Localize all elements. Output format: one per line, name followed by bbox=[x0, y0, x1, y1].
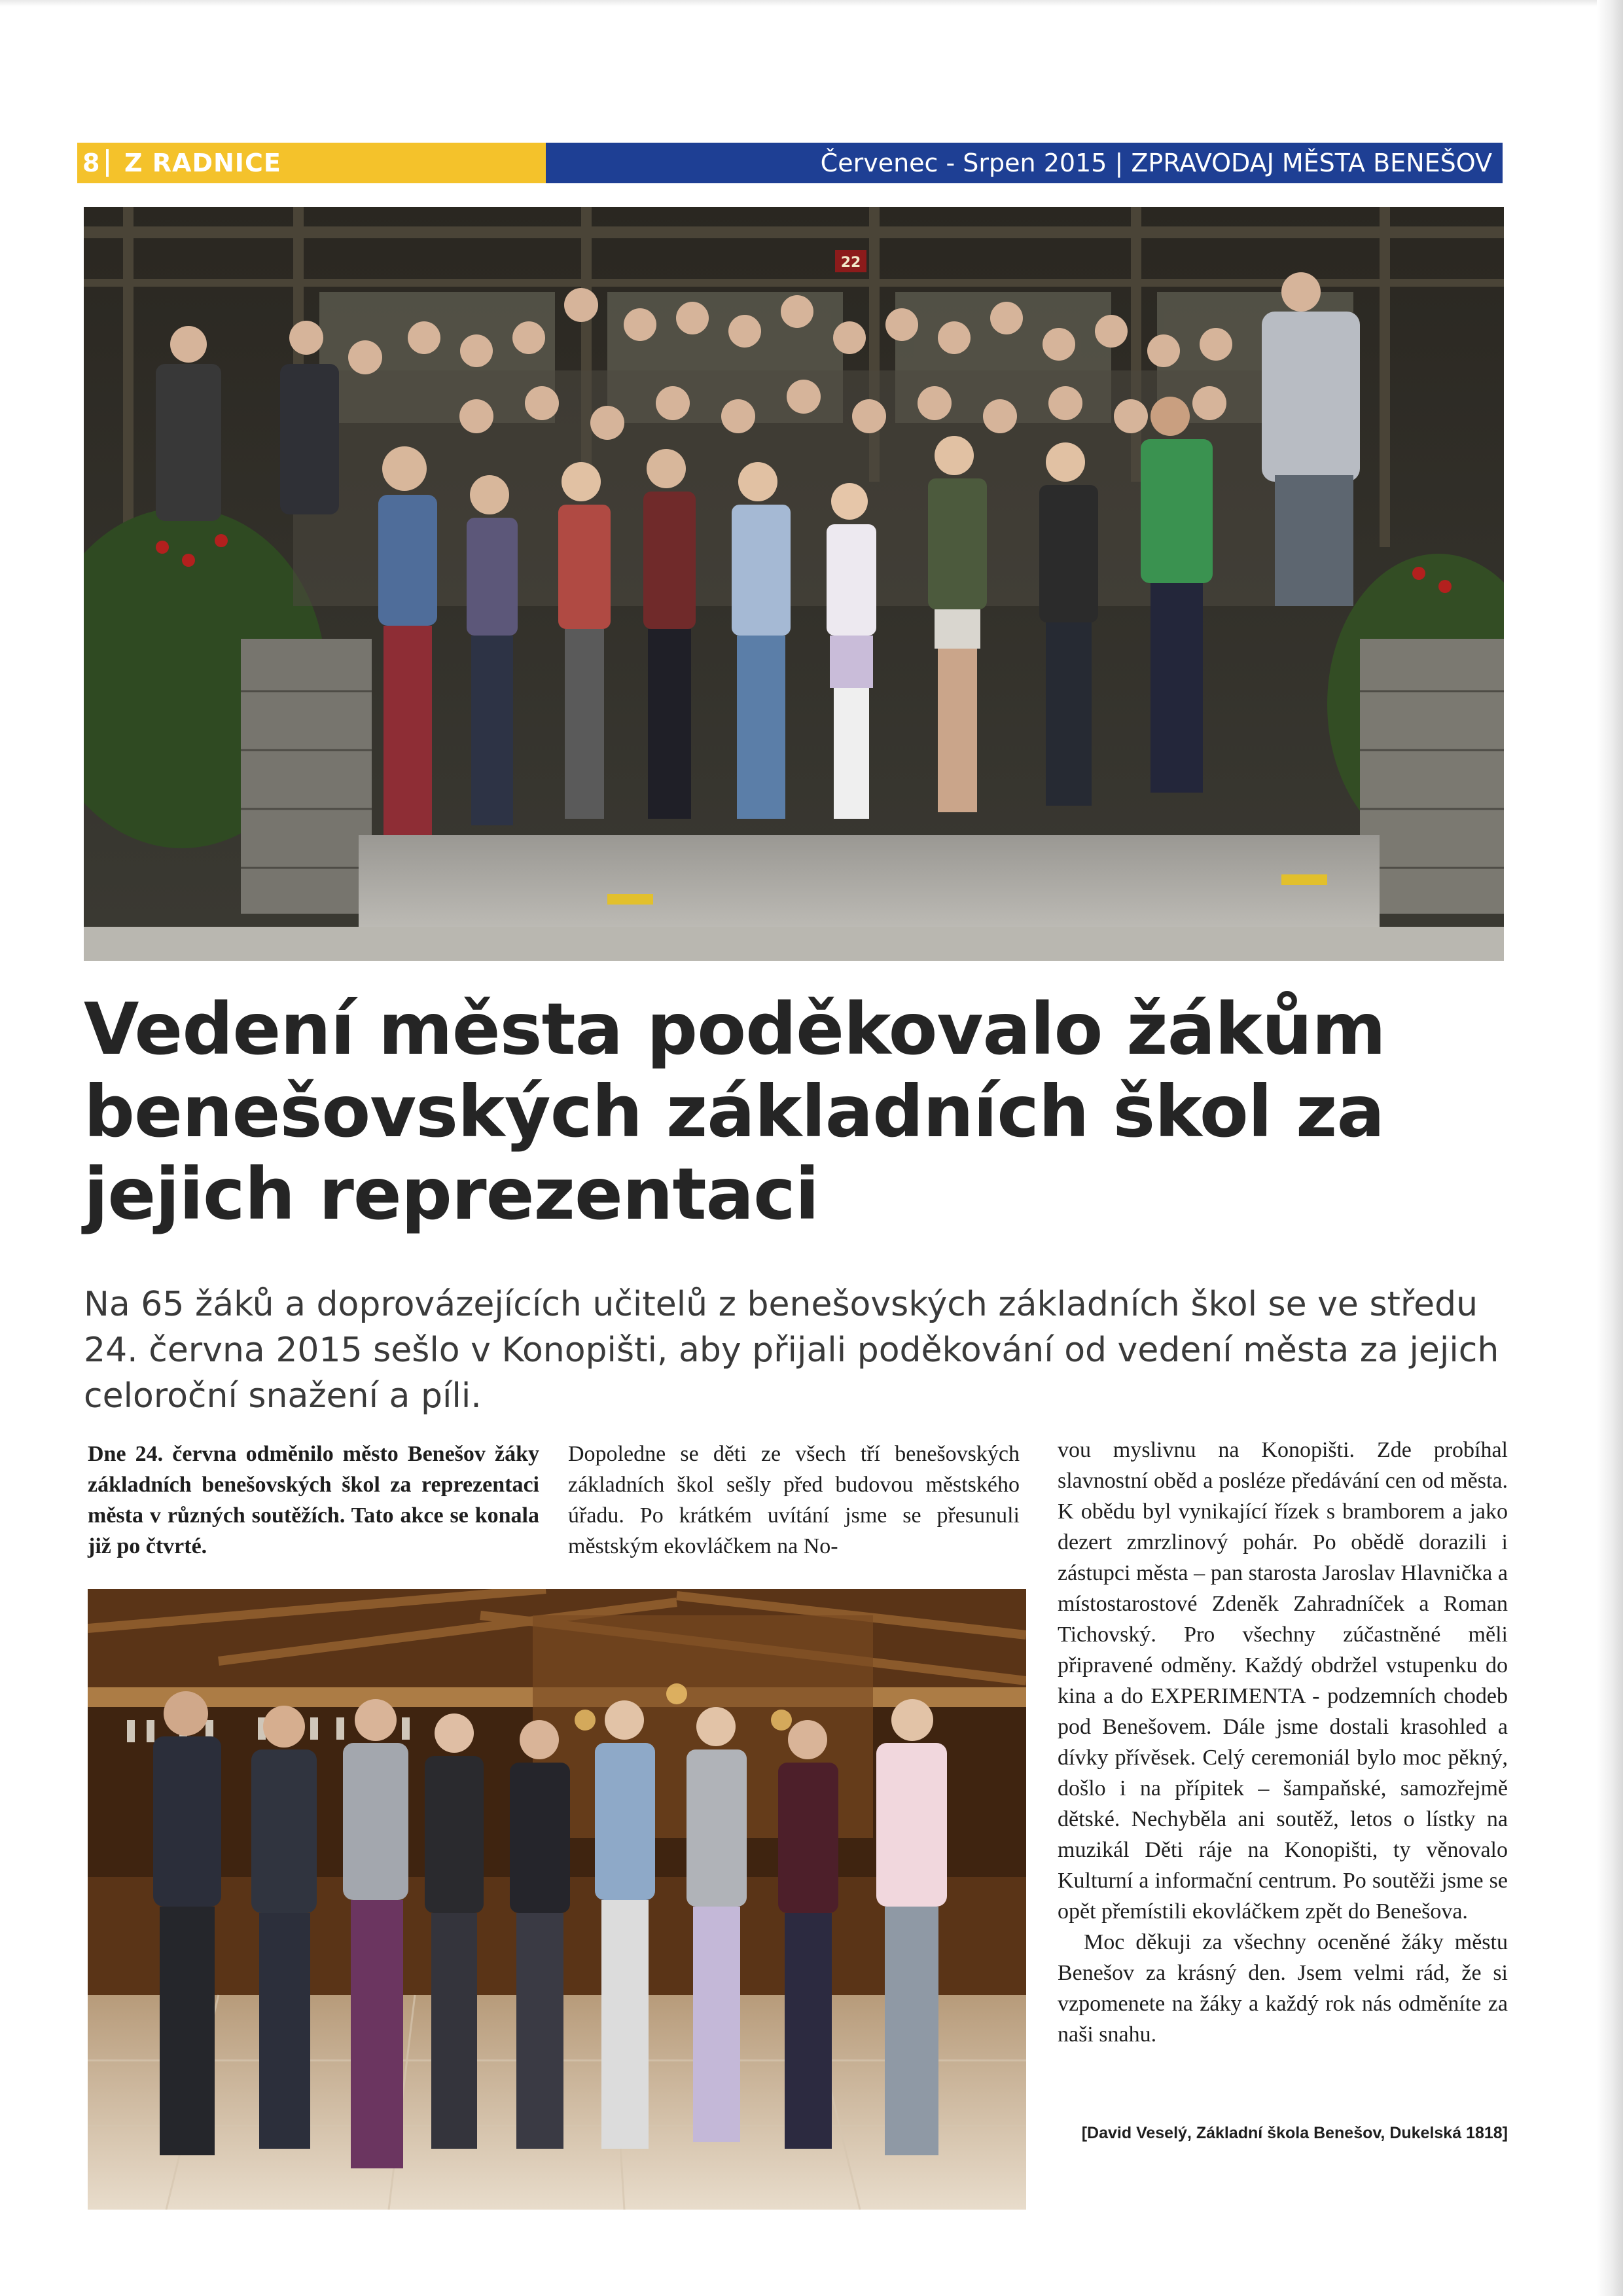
scan-edge bbox=[0, 0, 1623, 7]
article-lead: Na 65 žáků a doprovázejících učitelů z benešovských základních škol se ve středu 24. června 2015 sešlo v Konopišti, aby přijali poděkování od vedení města za jejich celoroční snažení a píli. bbox=[84, 1285, 1499, 1416]
award-photo-illustration bbox=[88, 1589, 1026, 2210]
page-number: 8 bbox=[82, 149, 100, 177]
section-band bbox=[77, 143, 546, 183]
group-photo bbox=[84, 207, 1504, 961]
page-header bbox=[77, 143, 1503, 183]
issue-band bbox=[546, 143, 1503, 183]
body-column-2 bbox=[568, 1439, 1020, 1562]
house-number: 22 bbox=[840, 255, 861, 271]
intro-paragraph: Dne 24. června odměnilo město Benešov žáky základních benešovských škol za reprezentaci města v různých soutěžích. Tato akce se konala již po čtvrté. bbox=[88, 1442, 539, 1558]
header-divider bbox=[106, 149, 109, 177]
group-photo-illustration bbox=[84, 207, 1504, 961]
author-byline: [David Veselý, Základní škola Benešov, Dukelská 1818] bbox=[1081, 2124, 1508, 2142]
scan-shadow bbox=[1597, 0, 1623, 2296]
issue-title: Červenec - Srpen 2015 | ZPRAVODAJ MĚSTA BENEŠOV bbox=[820, 149, 1492, 177]
body-column-3 bbox=[1058, 1435, 1508, 2050]
closing-paragraph: Moc děkuji za všechny oceněné žáky městu Benešov za krásný den. Jsem velmi rád, že si vzpomenete na žáky a každý rok nás odměníte za naši snahu. bbox=[1058, 1930, 1508, 2047]
body-paragraph: vou myslivnu na Konopišti. Zde probíhal slavnostní oběd a posléze předávání cen od města. K obědu byl vynikající řízek s bramborem a jako dezert zmrzlinový pohár. Po obědě dorazili i zástupci města – pan starosta Jaroslav Hlavnička a místostarostové Zdeněk Zahradníček a Roman Tichovský. Pro všechny zúčastněné měli připravené odměny. Každý obdržel vstupenku do kina a do EXPERIMENTA - podzemních chodeb pod Benešovem. Dále jsme dostali krasohled a dívky přívěsek. Celý ceremoniál bylo moc pěkný, došlo i na přípitek – šampaňské, samozřejmě dětské. Nechyběla ani soutěž, letos o lístky na muzikál Děti ráje na Konopišti, ty věnovalo Kulturní a informační centrum. Po soutěži jsme se opět přemístili ekovláčkem zpět do Benešova. bbox=[1058, 1438, 1508, 1924]
section-title: Z RADNICE bbox=[124, 149, 281, 177]
intro-column bbox=[88, 1439, 539, 1562]
article-headline: Vedení města poděkovalo žákům benešovských základních škol za jejich reprezentaci bbox=[84, 988, 1385, 1236]
award-photo bbox=[88, 1589, 1026, 2210]
body-paragraph: Dopoledne se děti ze všech tří benešovských základních škol sešly před budovou městského úřadu. Po krátkém uvítání jsme se přesunuli městským ekovláčkem na No- bbox=[568, 1442, 1020, 1558]
